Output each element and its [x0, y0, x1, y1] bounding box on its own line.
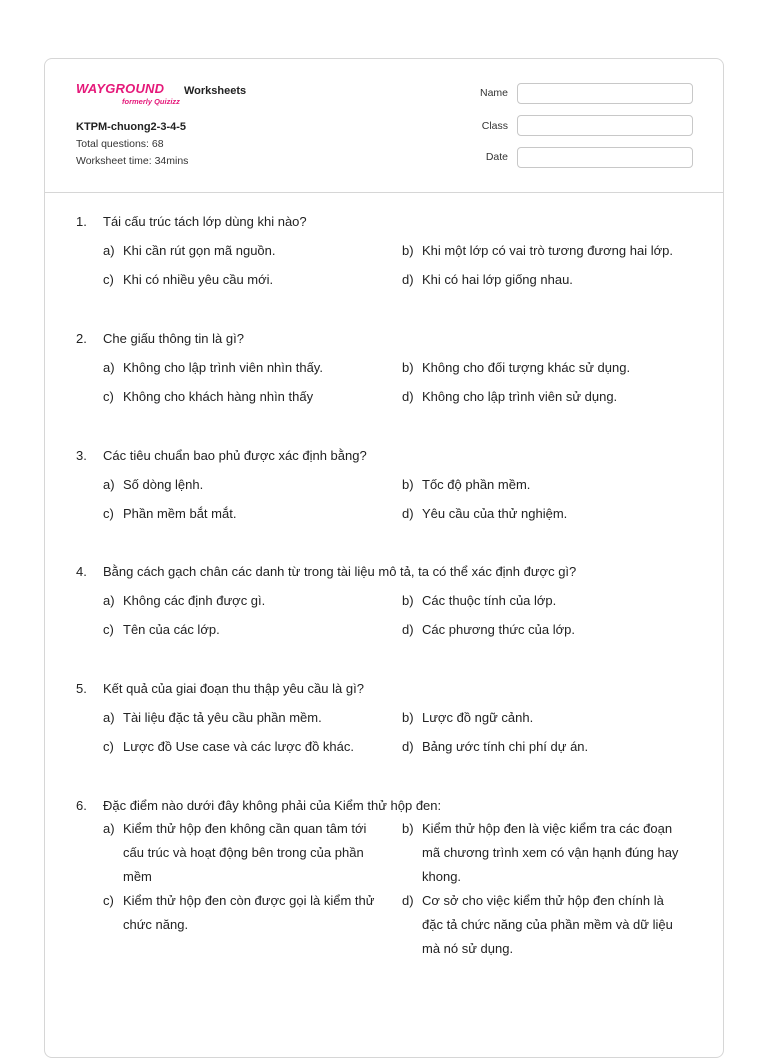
option-text: Phần mềm bắt mắt.: [123, 506, 237, 521]
class-field[interactable]: [517, 115, 693, 136]
option-text: Lược đồ Use case và các lược đồ khác.: [123, 739, 354, 754]
option-letter: d): [402, 893, 414, 908]
option-letter: b): [402, 593, 414, 608]
option-letter: a): [103, 477, 115, 492]
option-letter: a): [103, 360, 115, 375]
option-text-line: Cơ sở cho việc kiểm thử hộp đen chính là: [422, 893, 664, 908]
option-text: Khi một lớp có vai trò tương đương hai lớp.: [422, 243, 673, 258]
option-text: [422, 817, 678, 889]
option-letter: c): [103, 739, 114, 754]
option-text-line: mềm: [123, 869, 152, 884]
worksheet-header: [45, 59, 723, 193]
name-label: Name: [479, 87, 508, 99]
worksheet-title: KTPM-chuong2-3-4-5: [76, 121, 186, 133]
question-number: 5.: [76, 681, 87, 696]
name-field[interactable]: [517, 83, 693, 104]
option-letter: d): [402, 739, 414, 754]
option-text: [123, 889, 374, 937]
option-text: Các phương thức của lớp.: [422, 622, 575, 637]
option-text: Không cho khách hàng nhìn thấy: [123, 389, 314, 404]
option-text-line: Kiểm thử hộp đen còn được gọi là kiểm thử: [123, 893, 375, 908]
question-number: 6.: [76, 798, 87, 813]
question-text: Bằng cách gạch chân các danh từ trong tài liệu mô tả, ta có thể xác định được gì?: [103, 564, 577, 579]
option-letter: a): [103, 710, 115, 725]
option-text-line: Kiểm thử hộp đen là việc kiểm tra các đoạn: [422, 821, 673, 836]
question-text: Đặc điểm nào dưới đây không phải của Kiểm thử hộp đen:: [103, 798, 442, 813]
question-text: Kết quả của giai đoạn thu thập yêu cầu là gì?: [103, 681, 364, 696]
product-label: Worksheets: [184, 85, 247, 97]
date-label: Date: [485, 151, 508, 163]
option-text: Khi cần rút gọn mã nguồn.: [123, 243, 276, 258]
option-text: Khi có nhiều yêu cầu mới.: [123, 272, 274, 287]
question-text: Che giấu thông tin là gì?: [103, 331, 244, 346]
question-number: 1.: [76, 214, 87, 229]
logo-wordmark: WAYGROUND: [76, 81, 165, 96]
option-text: Không cho lập trình viên nhìn thấy.: [123, 360, 323, 375]
option-text: Tài liệu đặc tả yêu cầu phần mềm.: [123, 710, 322, 725]
option-text: Khi có hai lớp giống nhau.: [422, 272, 573, 287]
option-letter: d): [402, 389, 414, 404]
option-text: [123, 817, 366, 889]
option-letter: a): [103, 243, 115, 258]
option-letter: c): [103, 622, 114, 637]
option-text: Lược đồ ngữ cảnh.: [422, 710, 534, 725]
option-text: Không cho đối tượng khác sử dụng.: [422, 360, 631, 375]
option-letter: a): [103, 821, 115, 836]
option-letter: c): [103, 506, 114, 521]
option-text: Tốc độ phần mềm.: [422, 477, 531, 492]
class-label: Class: [481, 120, 508, 132]
option-text: Bảng ước tính chi phí dự án.: [422, 739, 589, 754]
option-text: Không các định được gì.: [123, 593, 266, 608]
option-letter: b): [402, 477, 414, 492]
option-letter: d): [402, 622, 414, 637]
option-letter: c): [103, 389, 114, 404]
question-number: 2.: [76, 331, 87, 346]
option-text: Các thuộc tính của lớp.: [422, 593, 557, 608]
option-text-line: khong.: [422, 869, 462, 884]
option-letter: d): [402, 272, 414, 287]
option-text-line: cấu trúc và hoạt động bên trong của phần: [123, 845, 364, 860]
option-text: Yêu cầu của thử nghiệm.: [422, 506, 568, 521]
date-field[interactable]: [517, 147, 693, 168]
option-text-line: đặc tả chức năng của phần mềm và dữ liệu: [422, 917, 673, 932]
option-text-line: mã chương trình xem có vận hạnh đúng hay: [422, 845, 679, 860]
option-text-line: Kiểm thử hộp đen không cần quan tâm tới: [123, 821, 367, 836]
option-text: Tên của các lớp.: [123, 622, 220, 637]
option-text-line: mà nó sử dụng.: [422, 941, 514, 956]
logo-subtitle: formerly Quizizz: [122, 97, 180, 106]
question-text: Tái cấu trúc tách lớp dùng khi nào?: [103, 214, 307, 229]
wayground-logo: [76, 81, 247, 106]
option-text: Số dòng lệnh.: [123, 477, 204, 492]
worksheet-time: Worksheet time: 34mins: [76, 155, 189, 167]
worksheet-page: [44, 58, 724, 1058]
option-text: Không cho lập trình viên sử dụng.: [422, 389, 618, 404]
option-text: [422, 889, 673, 961]
option-letter: a): [103, 593, 115, 608]
option-letter: d): [402, 506, 414, 521]
option-letter: b): [402, 821, 414, 836]
total-questions: Total questions: 68: [76, 138, 164, 150]
question-number: 4.: [76, 564, 87, 579]
question-number: 3.: [76, 448, 87, 463]
option-letter: b): [402, 710, 414, 725]
option-text-line: chức năng.: [123, 917, 189, 932]
option-letter: b): [402, 243, 414, 258]
option-letter: b): [402, 360, 414, 375]
option-letter: c): [103, 272, 114, 287]
option-letter: c): [103, 893, 114, 908]
question-text: Các tiêu chuẩn bao phủ được xác định bằng?: [103, 448, 367, 463]
